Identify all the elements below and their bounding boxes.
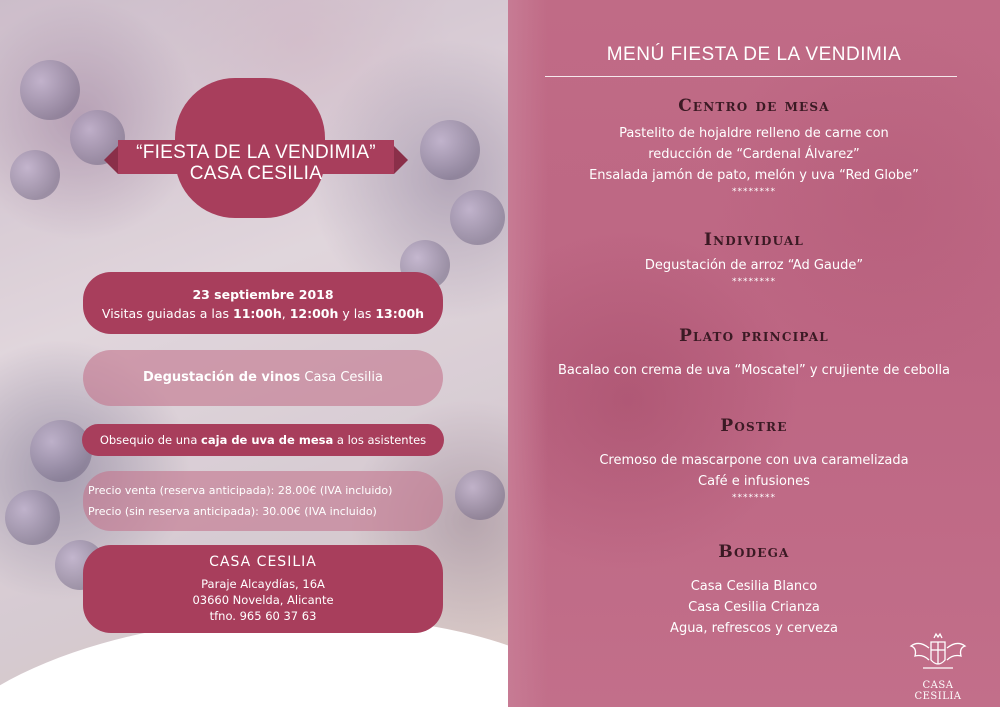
menu-section: [508, 96, 1000, 198]
event-title-line1: “FIESTA DE LA VENDIMIA”: [136, 142, 376, 163]
date-pill: [83, 272, 443, 334]
menu-title: MENÚ FIESTA DE LA VENDIMIA: [606, 44, 902, 65]
venue-name: CASA CESILIA: [209, 554, 317, 570]
menu-item: Casa Cesilia Crianza: [688, 600, 820, 615]
price-no-advance: Precio (sin reserva anticipada): 30.00€ (IVA incluido): [88, 505, 377, 518]
section-heading: Bodega: [718, 542, 790, 562]
menu-item: Pastelito de hojaldre relleno de carne con: [619, 126, 889, 141]
venue-pill: [83, 545, 443, 633]
menu-item: Degustación de arroz “Ad Gaude”: [644, 258, 864, 273]
logo-text: CASA CESILIA: [914, 680, 962, 702]
menu-section: [508, 416, 1000, 504]
section-heading: Individual: [703, 230, 805, 250]
tasting-bold: Degustación de vinos: [143, 370, 301, 385]
price-pill: [83, 471, 443, 531]
menu-item: Cremoso de mascarpone con uva caramelizada: [599, 453, 909, 468]
menu-title-rule: [545, 76, 957, 77]
venue-address1: Paraje Alcaydías, 16A: [201, 577, 325, 591]
menu-item: Bacalao con crema de uva “Moscatel” y crujiente de cebolla: [557, 363, 951, 378]
menu-item: reducción de “Cardenal Álvarez”: [648, 147, 860, 162]
menu-section: [508, 326, 1000, 381]
section-heading: Plato principal: [679, 326, 829, 346]
event-title: [118, 142, 394, 184]
price-advance: Precio venta (reserva anticipada): 28.00€ (IVA incluido): [88, 484, 393, 497]
menu-item: Café e infusiones: [698, 474, 810, 489]
event-date: 23 septiembre 2018: [192, 287, 334, 302]
menu-section: [508, 230, 1000, 288]
menu-item: Agua, refrescos y cerveza: [670, 621, 838, 636]
menu-item: Casa Cesilia Blanco: [690, 579, 818, 594]
gift-pill: Obsequio de una caja de uva de mesa a los asistentes: [82, 424, 444, 456]
event-title-line2: CASA CESILIA: [189, 163, 323, 184]
section-heading: Centro de mesa: [678, 96, 830, 116]
tasting-pill: [83, 350, 443, 406]
menu-panel: [508, 0, 1000, 707]
section-heading: Postre: [720, 416, 788, 436]
visits-text: Visitas guiadas a las 11:00h, 12:00h y las 13:00h: [101, 306, 425, 321]
menu-item: Ensalada jamón de pato, melón y uva “Red Globe”: [589, 168, 919, 183]
casa-cesilia-logo: [898, 628, 978, 702]
venue-address2: 03660 Novelda, Alicante: [192, 593, 334, 607]
venue-phone: tfno. 965 60 37 63: [209, 609, 317, 623]
tasting-rest: Casa Cesilia: [300, 370, 383, 385]
section-separator: ********: [732, 493, 776, 503]
section-separator: ********: [732, 187, 776, 197]
crest-icon: [901, 628, 975, 678]
menu-section: [508, 542, 1000, 639]
section-separator: ********: [732, 277, 776, 287]
